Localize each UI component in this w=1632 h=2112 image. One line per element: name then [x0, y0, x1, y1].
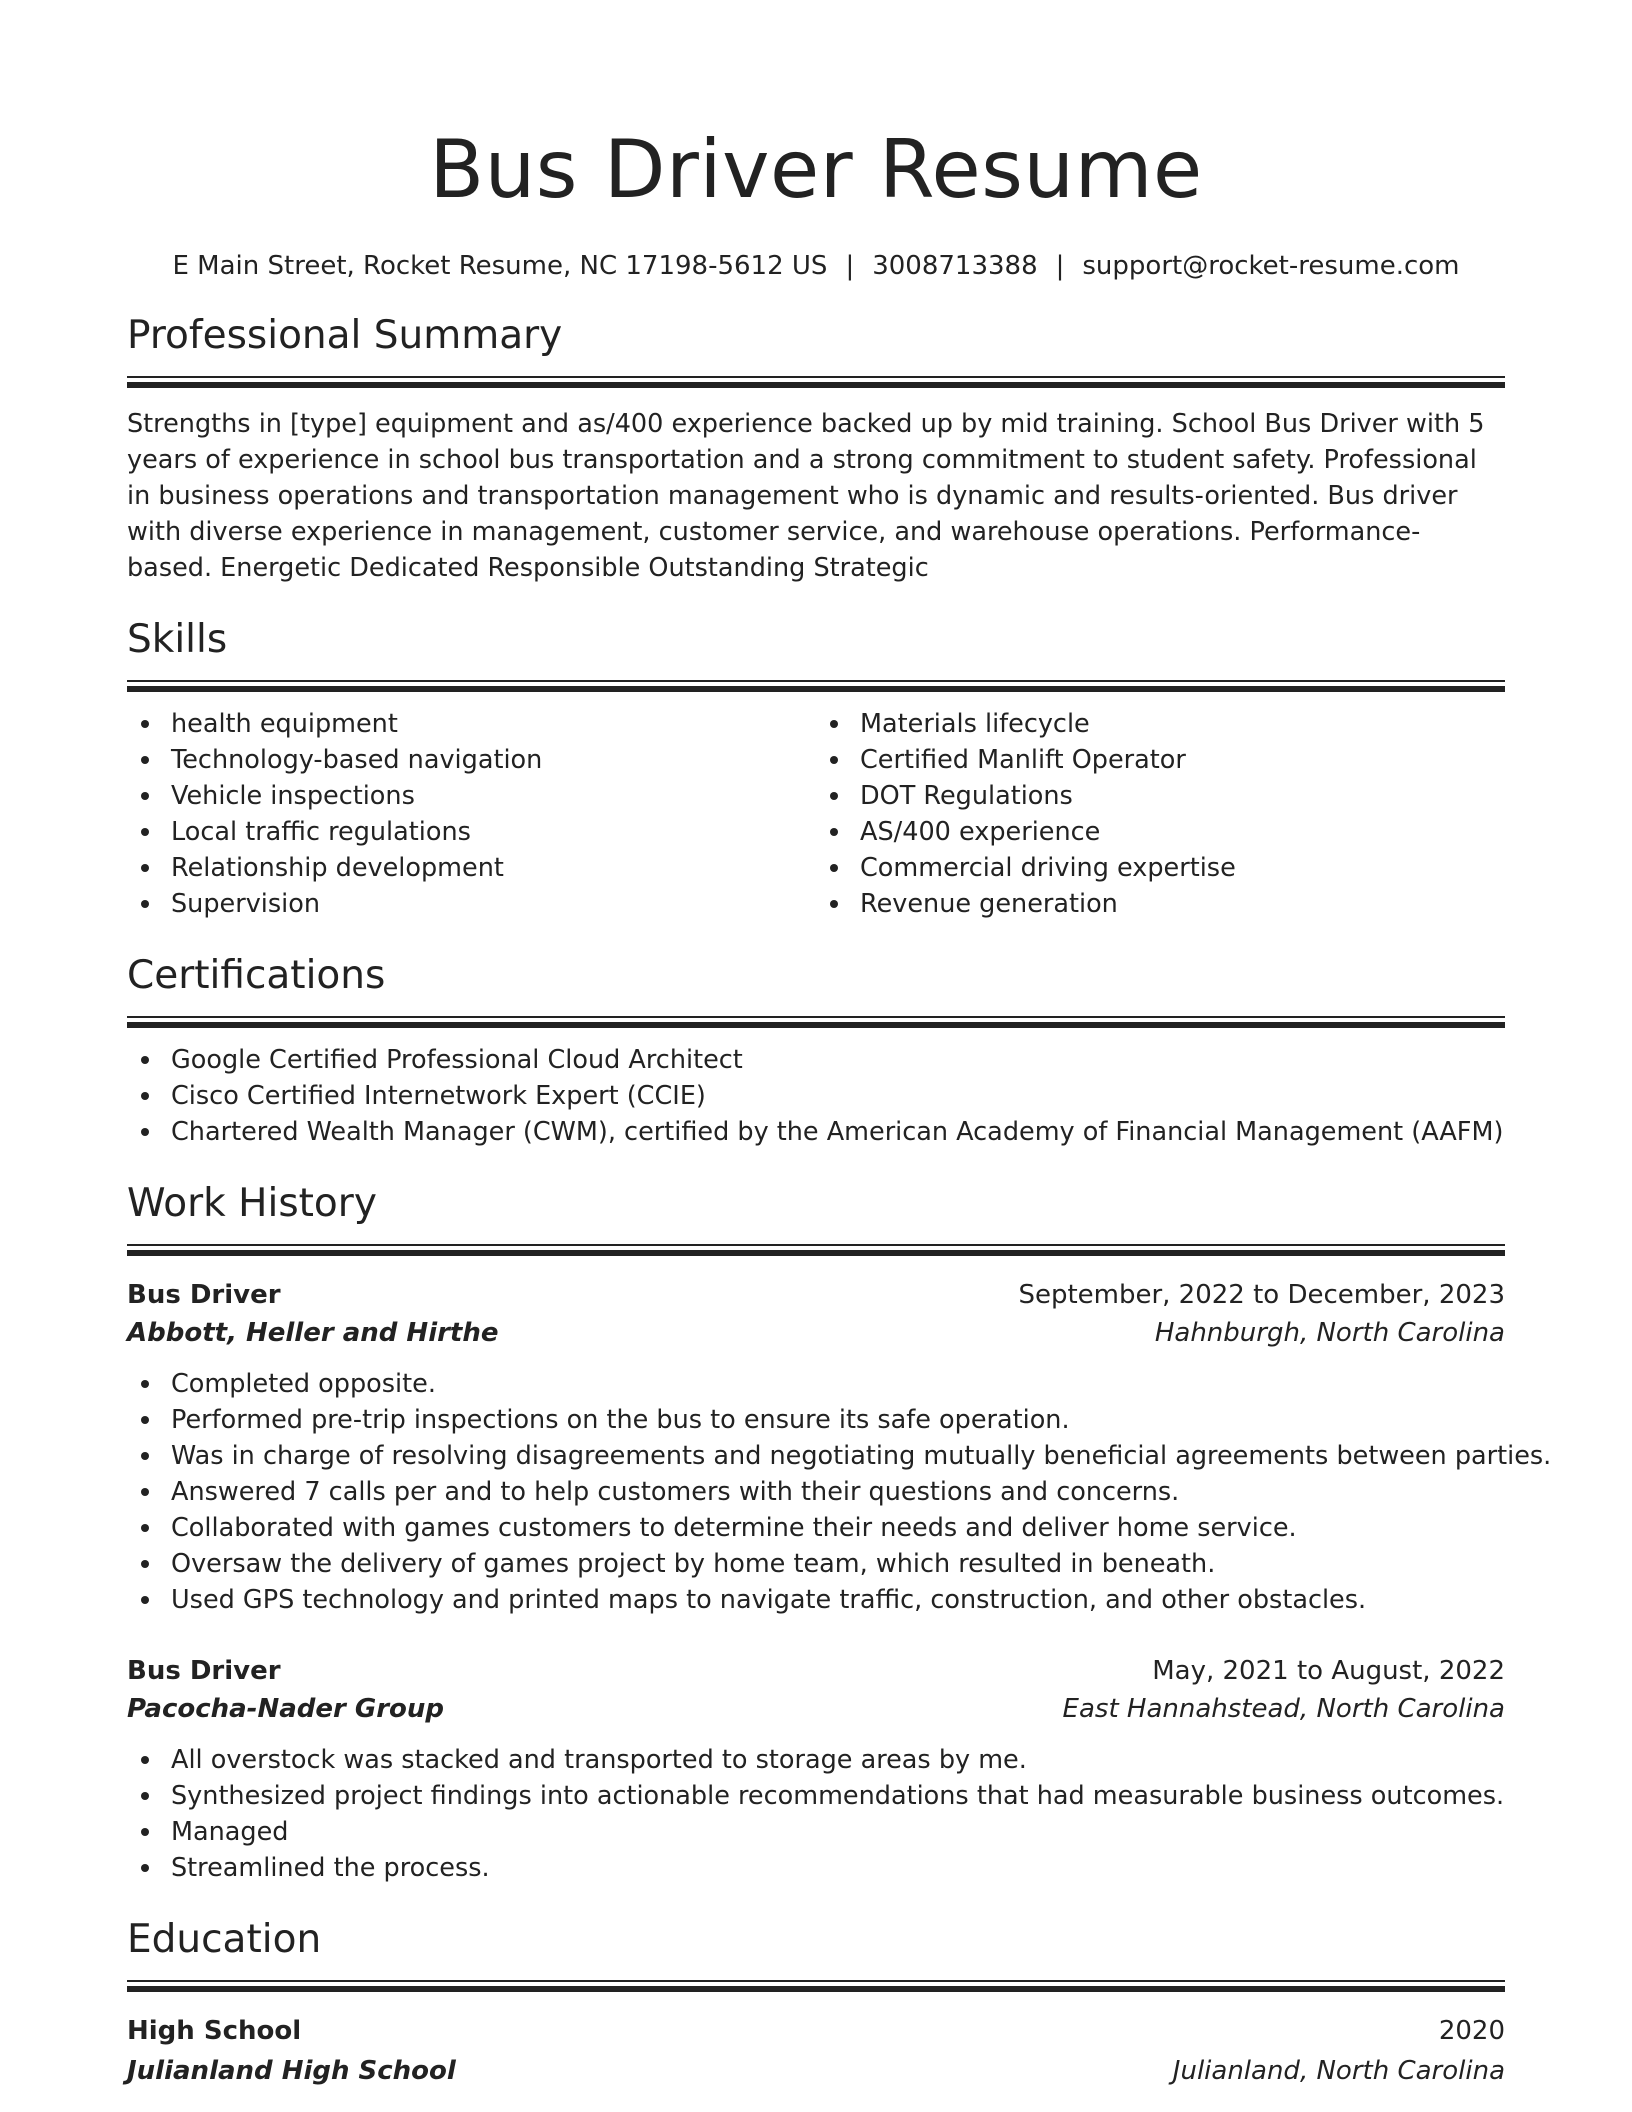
contact-separator: | — [1055, 251, 1065, 281]
skill-item — [127, 706, 816, 742]
section-heading: Work History — [127, 1181, 377, 1226]
job-bullet-text: Managed — [171, 1817, 289, 1847]
education-location: Julianland, North Carolina — [1172, 2056, 1505, 2086]
bullet-icon — [141, 1416, 149, 1424]
job-bullet-item — [127, 1546, 1505, 1582]
skill-item — [127, 886, 816, 922]
skill-label: Local traffic regulations — [171, 817, 471, 847]
skills-column-right — [816, 706, 1505, 922]
skill-label: Supervision — [171, 889, 321, 919]
job-company: Abbott, Heller and Hirthe — [127, 1318, 499, 1348]
bullet-icon — [141, 900, 149, 908]
section-professional-summary — [127, 310, 1505, 586]
job-bullet-item — [127, 1366, 1505, 1402]
job-bullet-item — [127, 1402, 1505, 1438]
skill-label: Commercial driving expertise — [860, 853, 1236, 883]
job-bullet-item — [127, 1438, 1552, 1474]
certification-item — [127, 1078, 1505, 1114]
skills-column-left — [127, 706, 816, 922]
bullet-icon — [830, 720, 838, 728]
bullet-icon — [830, 756, 838, 764]
job-bullet-item — [127, 1510, 1505, 1546]
certification-item — [127, 1114, 1505, 1150]
job-bullet-text: Was in charge of resolving disagreements and negotiating mutually beneficial agreements between parties. — [171, 1441, 1552, 1471]
bullet-icon — [141, 828, 149, 836]
section-heading: Education — [127, 1917, 322, 1962]
skill-item — [816, 850, 1505, 886]
section-divider — [127, 1980, 1505, 1992]
job-bullet-item — [127, 1742, 1505, 1778]
education-degree: High School — [127, 2016, 302, 2046]
section-work-history — [127, 1178, 1552, 1886]
bullet-icon — [141, 1452, 149, 1460]
contact-address: E Main Street, Rocket Resume, NC 17198-5612 US — [172, 251, 828, 281]
job-title: Bus Driver — [127, 1656, 281, 1686]
job-bullet-text: All overstock was stacked and transported to storage areas by me. — [171, 1745, 1027, 1775]
section-heading: Certifications — [127, 953, 386, 998]
contact-email: support@rocket-resume.com — [1082, 251, 1460, 281]
bullet-icon — [141, 1488, 149, 1496]
skill-item — [816, 778, 1505, 814]
certifications-list — [127, 1042, 1505, 1150]
job-bullet-text: Synthesized project findings into actionable recommendations that had measurable business outcomes. — [171, 1781, 1505, 1811]
section-divider — [127, 1016, 1505, 1028]
certification-label: Cisco Certified Internetwork Expert (CCIE) — [171, 1081, 706, 1111]
bullet-icon — [141, 756, 149, 764]
education-year: 2020 — [1438, 2016, 1505, 2046]
job-bullet-text: Used GPS technology and printed maps to navigate traffic, construction, and other obstacles. — [171, 1585, 1367, 1615]
skills-list-left — [127, 706, 816, 922]
skill-item — [816, 814, 1505, 850]
skill-label: DOT Regulations — [860, 781, 1073, 811]
job-entry — [127, 1652, 1505, 1886]
skill-label: Revenue generation — [860, 889, 1118, 919]
bullet-icon — [141, 1092, 149, 1100]
bullet-icon — [141, 1828, 149, 1836]
bullet-icon — [830, 900, 838, 908]
certification-label: Google Certified Professional Cloud Architect — [171, 1045, 743, 1075]
section-education — [127, 1914, 1505, 2090]
job-bullet-text: Performed pre-trip inspections on the bus to ensure its safe operation. — [171, 1405, 1070, 1435]
bullet-icon — [141, 1056, 149, 1064]
certification-item — [127, 1042, 1505, 1078]
skill-item — [127, 778, 816, 814]
section-heading: Skills — [127, 617, 228, 662]
job-company-row — [127, 1314, 1505, 1352]
job-bullet-item — [127, 1850, 1505, 1886]
job-bullet-text: Collaborated with games customers to determine their needs and deliver home service. — [171, 1513, 1297, 1543]
skill-label: Technology-based navigation — [171, 745, 543, 775]
job-header-row — [127, 1276, 1505, 1314]
job-bullets — [127, 1742, 1505, 1886]
skill-item — [816, 706, 1505, 742]
skill-item — [127, 742, 816, 778]
summary-text: Strengths in [type] equipment and as/400 experience backed up by mid training. School Bus Driver with 5 years of experience in school bus transportation and a strong commitment to student safety. Professional in business operations and transportation management who is dynamic and results-oriented. Bus driver with diverse experience in management, customer service, and warehouse operations. Performance-based. Energetic Dedicated Responsible Outstanding Strategic — [127, 409, 1485, 583]
skill-label: Materials lifecycle — [860, 709, 1090, 739]
bullet-icon — [141, 1596, 149, 1604]
contact-phone: 3008713388 — [872, 251, 1038, 281]
skill-item — [127, 850, 816, 886]
certification-label: Chartered Wealth Manager (CWM), certified by the American Academy of Financial Management (AAFM) — [171, 1117, 1504, 1147]
section-certifications — [127, 950, 1505, 1150]
skill-label: AS/400 experience — [860, 817, 1101, 847]
skill-label: Vehicle inspections — [171, 781, 415, 811]
section-divider — [127, 376, 1505, 388]
skills-list-right — [816, 706, 1505, 922]
job-bullet-item — [127, 1814, 1505, 1850]
job-bullet-text: Streamlined the process. — [171, 1853, 490, 1883]
bullet-icon — [141, 1864, 149, 1872]
bullet-icon — [830, 864, 838, 872]
contact-line — [127, 248, 1505, 284]
education-header-row — [127, 2012, 1505, 2050]
skill-label: Relationship development — [171, 853, 504, 883]
job-title: Bus Driver — [127, 1280, 281, 1310]
skills-grid — [127, 706, 1505, 922]
job-bullet-text: Answered 7 calls per and to help customers with their questions and concerns. — [171, 1477, 1180, 1507]
education-school-row — [127, 2052, 1505, 2090]
job-bullets — [127, 1366, 1552, 1618]
skill-label: health equipment — [171, 709, 398, 739]
job-dates: May, 2021 to August, 2022 — [1152, 1656, 1505, 1686]
skill-item — [816, 886, 1505, 922]
job-location: East Hannahstead, North Carolina — [1062, 1694, 1505, 1724]
bullet-icon — [830, 792, 838, 800]
bullet-icon — [141, 1756, 149, 1764]
skill-item — [816, 742, 1505, 778]
job-company-row — [127, 1690, 1505, 1728]
skill-label: Certified Manlift Operator — [860, 745, 1186, 775]
bullet-icon — [830, 828, 838, 836]
resume-title: Bus Driver Resume — [429, 123, 1203, 216]
job-bullet-text: Oversaw the delivery of games project by home team, which resulted in beneath. — [171, 1549, 1216, 1579]
section-divider — [127, 1244, 1505, 1256]
bullet-icon — [141, 1792, 149, 1800]
bullet-icon — [141, 720, 149, 728]
job-location: Hahnburgh, North Carolina — [1154, 1318, 1505, 1348]
job-bullet-text: Completed opposite. — [171, 1369, 436, 1399]
section-heading: Professional Summary — [127, 313, 563, 358]
skill-item — [127, 814, 816, 850]
section-skills — [127, 614, 1505, 922]
bullet-icon — [141, 1560, 149, 1568]
bullet-icon — [141, 864, 149, 872]
job-bullet-item — [127, 1778, 1505, 1814]
job-entry — [127, 1276, 1552, 1618]
contact-separator: | — [845, 251, 855, 281]
education-entry — [127, 2012, 1505, 2090]
education-school: Julianland High School — [127, 2056, 456, 2086]
job-bullet-item — [127, 1582, 1505, 1618]
job-dates: September, 2022 to December, 2023 — [1018, 1280, 1505, 1310]
bullet-icon — [141, 1380, 149, 1388]
job-company: Pacocha-Nader Group — [127, 1694, 445, 1724]
job-bullet-item — [127, 1474, 1505, 1510]
section-divider — [127, 680, 1505, 692]
job-header-row — [127, 1652, 1505, 1690]
bullet-icon — [141, 1128, 149, 1136]
bullet-icon — [141, 1524, 149, 1532]
bullet-icon — [141, 792, 149, 800]
